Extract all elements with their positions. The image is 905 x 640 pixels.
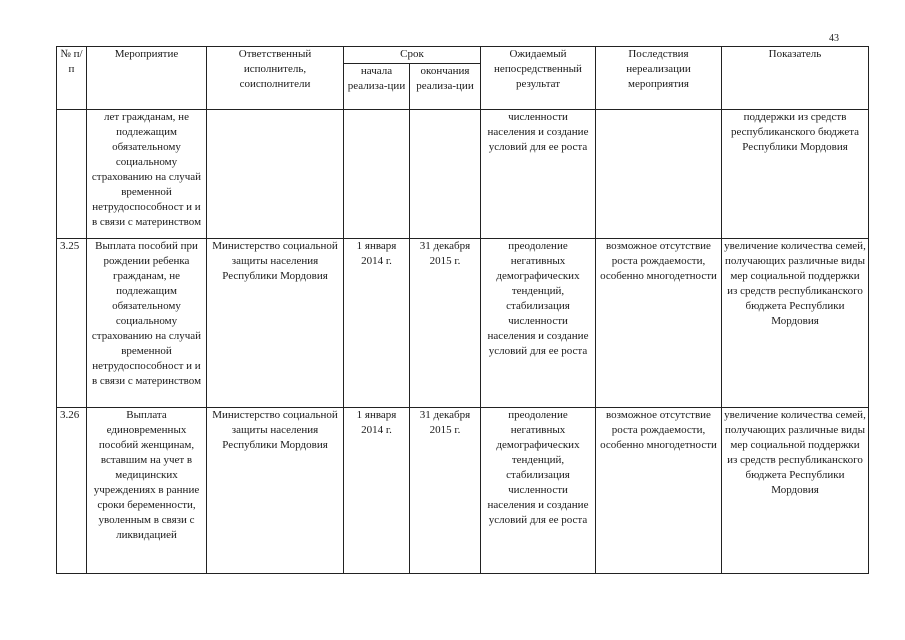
row-indicator: увеличение количества семей, получающих различные виды мер социальной поддержки из средств республиканского бюджета Республики Мордовия bbox=[722, 408, 869, 574]
row-consequences: возможное отсутствие роста рождаемости, особенно многодетности bbox=[596, 239, 722, 408]
row-num bbox=[57, 110, 87, 239]
row-consequences: возможное отсутствие роста рождаемости, особенно многодетности bbox=[596, 408, 722, 574]
row-responsible: Министерство социальной защиты населения Республики Мордовия bbox=[207, 408, 344, 574]
row-end bbox=[410, 110, 481, 239]
header-term-start: начала реализа-ции bbox=[344, 64, 410, 110]
header-event: Мероприятие bbox=[87, 47, 207, 110]
row-event: Выплата пособий при рождении ребенка гражданам, не подлежащим обязательному социальному страхованию на случай временной нетрудоспособност и и в связи с материнством bbox=[87, 239, 207, 408]
row-consequences bbox=[596, 110, 722, 239]
header-term-end: окончания реализа-ции bbox=[410, 64, 481, 110]
table-row bbox=[57, 239, 869, 408]
page-number: 43 bbox=[829, 33, 839, 44]
row-expected: численности населения и создание условий для ее роста bbox=[481, 110, 596, 239]
header-consequences: Последствия нереализации мероприятия bbox=[596, 47, 722, 110]
measures-table bbox=[56, 46, 869, 574]
row-start: 1 января 2014 г. bbox=[344, 239, 410, 408]
row-expected: преодоление негативных демографических тенденций, стабилизация численности населения и создание условий для ее роста bbox=[481, 239, 596, 408]
row-end: 31 декабря 2015 г. bbox=[410, 408, 481, 574]
row-indicator: увеличение количества семей, получающих различные виды мер социальной поддержки из средств республиканского бюджета Республики Мордовия bbox=[722, 239, 869, 408]
header-term: Срок bbox=[344, 47, 481, 64]
table-row bbox=[57, 408, 869, 574]
row-expected: преодоление негативных демографических тенденций, стабилизация численности населения и создание условий для ее роста bbox=[481, 408, 596, 574]
row-indicator: поддержки из средств республиканского бюджета Республики Мордовия bbox=[722, 110, 869, 239]
header-expected-result: Ожидаемый непосредственный результат bbox=[481, 47, 596, 110]
row-num: 3.26 bbox=[57, 408, 87, 574]
row-end: 31 декабря 2015 г. bbox=[410, 239, 481, 408]
row-event: лет гражданам, не подлежащим обязательному социальному страхованию на случай временной нетрудоспособност и и в связи с материнством bbox=[87, 110, 207, 239]
header-responsible: Ответственный исполнитель, соисполнители bbox=[207, 47, 344, 110]
row-responsible: Министерство социальной защиты населения Республики Мордовия bbox=[207, 239, 344, 408]
row-num: 3.25 bbox=[57, 239, 87, 408]
row-responsible bbox=[207, 110, 344, 239]
header-num: № п/п bbox=[57, 47, 87, 110]
table-row bbox=[57, 110, 869, 239]
header-indicator: Показатель bbox=[722, 47, 869, 110]
row-start bbox=[344, 110, 410, 239]
row-start: 1 января 2014 г. bbox=[344, 408, 410, 574]
row-event: Выплата единовременных пособий женщинам, вставшим на учет в медицинских учреждениях в ранние сроки беременности, уволенным в связи с ликвидацией bbox=[87, 408, 207, 574]
